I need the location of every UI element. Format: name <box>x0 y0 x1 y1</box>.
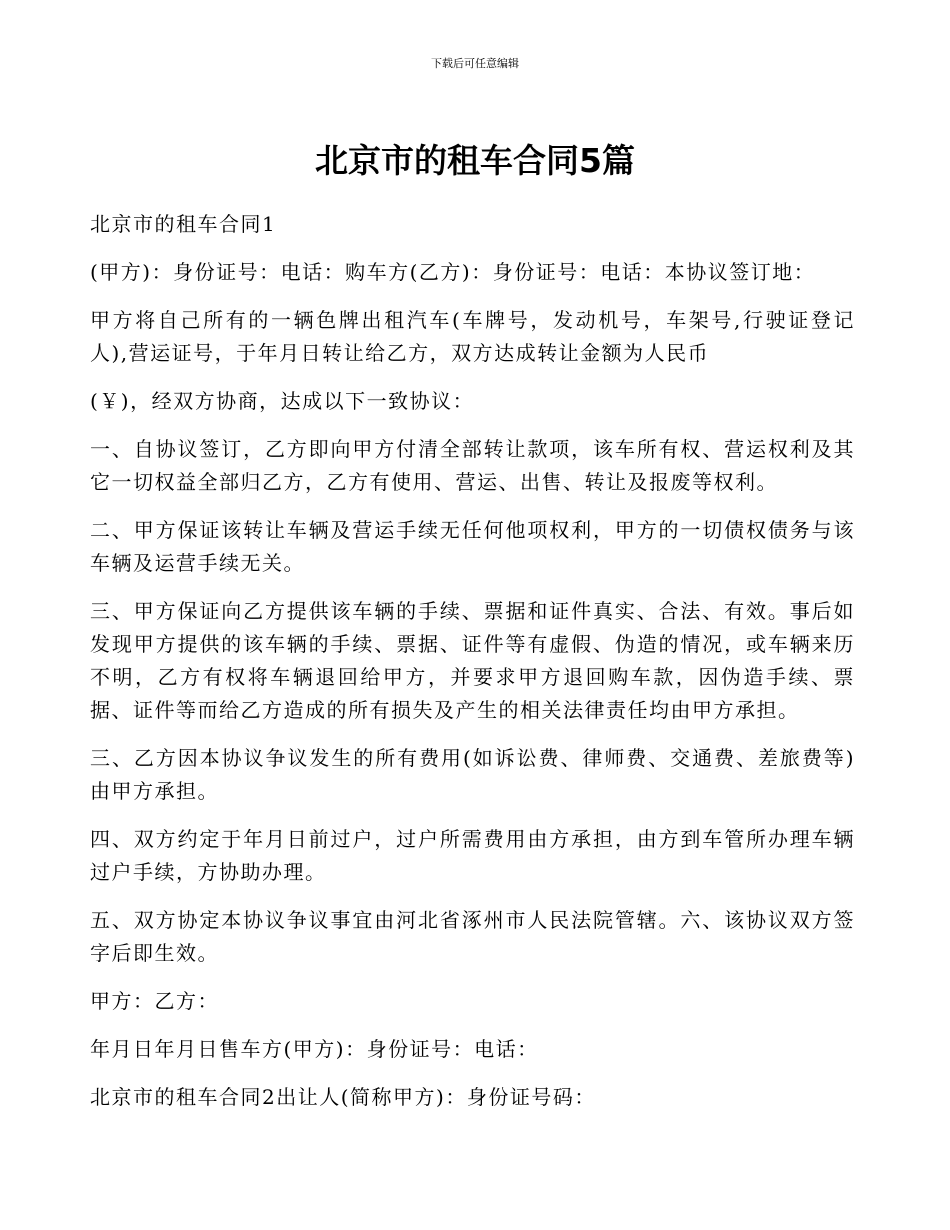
document-title: 北京市的租车合同5篇 <box>315 141 635 180</box>
clause-4: 四、双方约定于年月日前过户，过户所需费用由方承担，由方到车管所办理车辆过户手续，方协助办理。 <box>90 827 855 884</box>
section-heading: 北京市的租车合同1 <box>90 212 277 236</box>
section-heading-2: 北京市的租车合同2出让人(简称甲方)：身份证号码： <box>90 1085 596 1109</box>
clause-2: 二、甲方保证该转让车辆及营运手续无任何他项权利，甲方的一切债权债务与该车辆及运营手续无关。 <box>90 518 855 575</box>
paragraph: 甲方将自己所有的一辆色牌出租汽车(车牌号，发动机号，车架号,行驶证登记人),营运证号，于年月日转让给乙方，双方达成转让金额为人民币 <box>90 308 855 365</box>
clause-3b: 三、乙方因本协议争议发生的所有费用(如诉讼费、律师费、交通费、差旅费等)由甲方承担。 <box>90 746 855 803</box>
date-line: 年月日年月日售车方(甲方)：身份证号：电话： <box>90 1037 539 1061</box>
clause-3: 三、甲方保证向乙方提供该车辆的手续、票据和证件真实、合法、有效。事后如发现甲方提供的该车辆的手续、票据、证件等有虚假、伪造的情况，或车辆来历不明，乙方有权将车辆退回给甲方，并要求甲方退回购车款，因伪造手续、票据、证件等而给乙方造成的所有损失及产生的相关法律责任均由甲方承担。 <box>90 599 855 722</box>
header-note: 下载后可任意编辑 <box>431 57 519 70</box>
signature-line: 甲方：乙方： <box>90 989 219 1013</box>
paragraph: (￥)，经双方协商，达成以下一致协议： <box>90 389 475 413</box>
document-body <box>90 208 855 1129</box>
parties-line: (甲方)：身份证号：电话：购车方(乙方)：身份证号：电话：本协议签订地： <box>90 260 816 284</box>
clause-1: 一、自协议签订，乙方即向甲方付清全部转让款项，该车所有权、营运权利及其它一切权益全部归乙方，乙方有使用、营运、出售、转让及报废等权利。 <box>90 437 855 494</box>
clause-5: 五、双方协定本协议争议事宜由河北省涿州市人民法院管辖。六、该协议双方签字后即生效。 <box>90 908 855 965</box>
